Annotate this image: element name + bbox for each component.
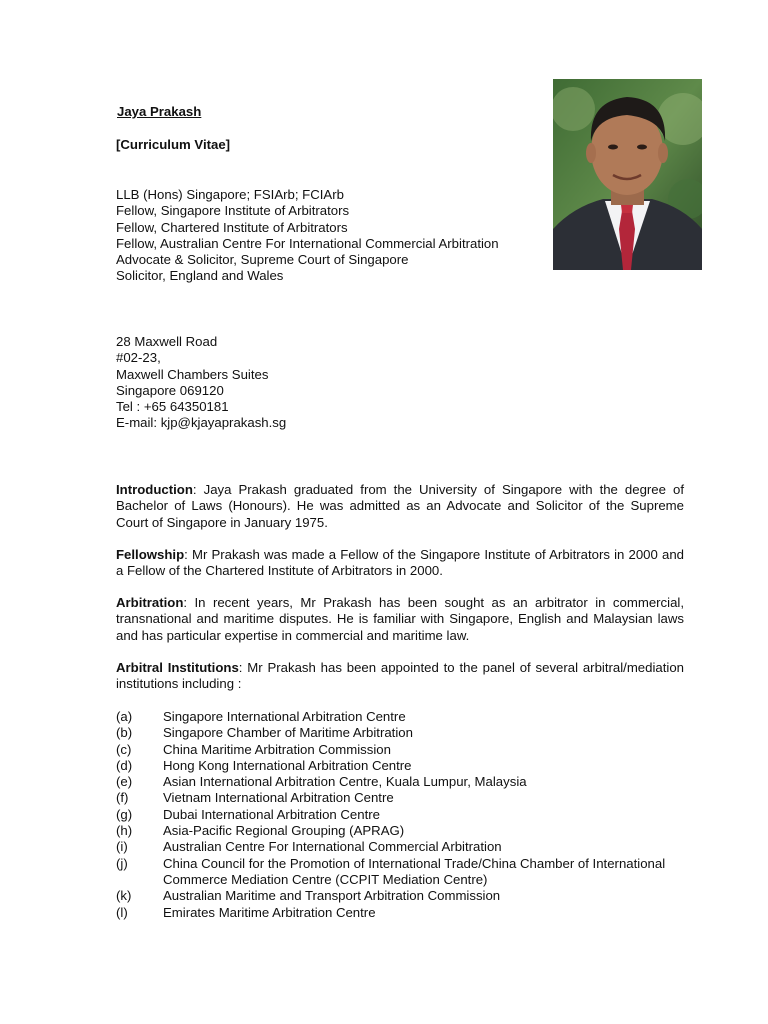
list-item [116,790,696,806]
address-line: #02-23, [116,350,161,366]
introduction-text: : Jaya Prakash graduated from the University of Singapore with the degree of Bachelor of Laws (Honours). He was admitted as an Advocate and Solicitor of the Supreme Court of Singapore in January 1975. [116,482,684,530]
qualification-line: LLB (Hons) Singapore; FSIArb; FCIArb [116,187,344,202]
institutions-list [116,709,696,921]
list-item-name: Australian Centre For International Commercial Arbitration [163,839,502,855]
email-line: E-mail: kjp@kjayaprakash.sg [116,415,287,431]
qualification-line: Solicitor, England and Wales [116,268,284,284]
address-line: 28 Maxwell Road [116,334,218,349]
introduction-paragraph [116,482,684,531]
list-item [116,725,696,741]
qualifications-block [116,187,499,285]
list-item-name: Singapore International Arbitration Centre [163,709,406,724]
list-item-index: (f) [116,790,129,806]
qualification-line: Fellow, Singapore Institute of Arbitrators [116,203,350,219]
list-item [116,839,696,855]
list-item [116,888,696,904]
document-label: [Curriculum Vitae] [116,137,231,152]
list-item-name: China Council for the Promotion of International Trade/China Chamber of International Commerce Mediation Centre (CCPIT Mediation Centre) [163,855,666,887]
list-item-index: (g) [116,806,133,822]
list-item-name: Hong Kong International Arbitration Centre [163,757,412,773]
list-item-name: Dubai International Arbitration Centre [163,806,380,822]
telephone-line: Tel : +65 64350181 [116,399,229,415]
contact-address-block [116,334,286,432]
list-item [116,807,696,823]
arbitration-text: : In recent years, Mr Prakash has been sought as an arbitrator in commercial, transnational and maritime disputes. He is familiar with Singapore, English and Malaysian laws and has particular expertise in commercial and maritime law. [116,595,684,643]
list-item [116,905,696,921]
list-item-index: (c) [116,741,132,757]
introduction-heading: Introduction [116,482,193,497]
list-item-index: (a) [116,709,133,724]
list-item-index: (b) [116,725,133,741]
address-line: Maxwell Chambers Suites [116,366,269,382]
institutions-text: : Mr Prakash has been appointed to the panel of several arbitral/mediation institutions including : [116,660,685,692]
list-item [116,709,696,725]
list-item [116,774,696,790]
list-item-index: (l) [116,904,128,920]
qualification-line: Fellow, Australian Centre For International Commercial Arbitration [116,235,499,251]
list-item-index: (h) [116,823,133,839]
list-item-index: (d) [116,757,133,773]
qualification-line: Fellow, Chartered Institute of Arbitrators [116,219,348,235]
list-item-name: Singapore Chamber of Maritime Arbitration [163,725,413,741]
list-item [116,856,696,889]
list-item [116,823,696,839]
person-name: Jaya Prakash [117,104,202,119]
list-item-name: Asia-Pacific Regional Grouping (APRAG) [163,823,405,839]
list-item-index: (i) [116,839,128,855]
institutions-paragraph [116,660,684,693]
list-item-index: (k) [116,888,132,904]
profile-photo [553,79,702,270]
list-item-name: Emirates Maritime Arbitration Centre [163,904,376,920]
list-item-name: Asian International Arbitration Centre, Kuala Lumpur, Malaysia [163,774,527,790]
arbitration-heading: Arbitration [116,595,184,610]
list-item-name: Vietnam International Arbitration Centre [163,790,394,806]
list-item-name: Australian Maritime and Transport Arbitration Commission [163,888,501,904]
qualification-line: Advocate & Solicitor, Supreme Court of Singapore [116,252,409,268]
fellowship-paragraph [116,547,684,580]
fellowship-heading: Fellowship [116,547,185,562]
list-item-index: (j) [116,855,128,871]
address-line: Singapore 069120 [116,382,224,398]
list-item [116,758,696,774]
fellowship-text: : Mr Prakash was made a Fellow of the Singapore Institute of Arbitrators in 2000 and a Fellow of the Chartered Institute of Arbitrators in 2000. [116,547,684,579]
list-item-index: (e) [116,774,133,790]
list-item [116,742,696,758]
list-item-name: China Maritime Arbitration Commission [163,741,391,757]
arbitration-paragraph [116,595,684,644]
institutions-heading: Arbitral Institutions [116,660,239,675]
